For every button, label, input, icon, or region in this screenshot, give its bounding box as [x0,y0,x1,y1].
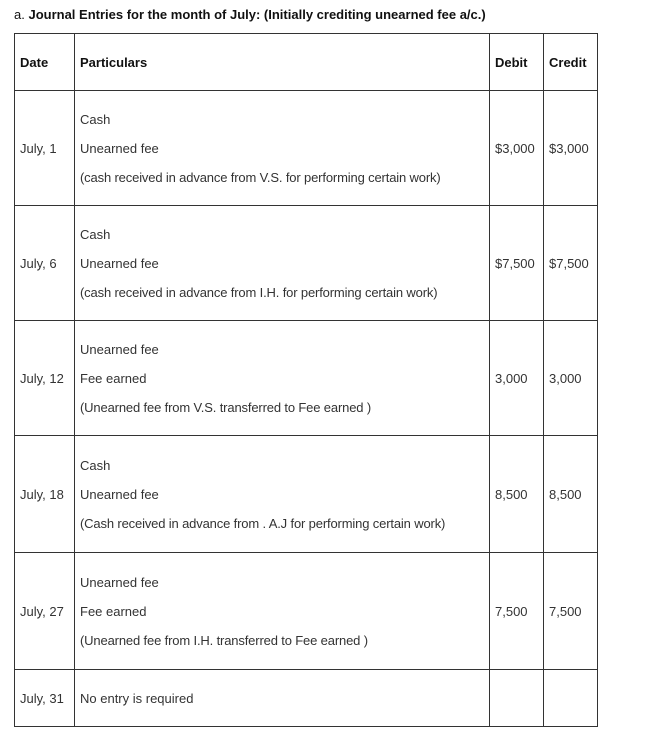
cell-debit: 7,500 [490,553,544,670]
cell-credit: 7,500 [544,553,598,670]
cell-date: July, 27 [15,553,75,670]
cell-debit: 8,500 [490,436,544,553]
cell-debit [490,670,544,727]
header-credit: Credit [544,34,598,91]
narration: (Cash received in advance from . A.J for performing certain work) [80,515,446,531]
cell-credit: 3,000 [544,321,598,436]
cell-particulars [75,321,490,436]
credit-account: Fee earned [80,603,147,619]
cell-particulars: No entry is required [75,670,490,727]
cell-credit [544,670,598,727]
credit-account: Unearned fee [80,140,159,156]
table-row [15,321,598,436]
cell-particulars [75,553,490,670]
debit-account: Unearned fee [80,341,159,357]
narration: (Unearned fee from I.H. transferred to Fee earned ) [80,632,368,648]
header-particulars: Particulars [75,34,490,91]
cell-date: July, 31 [15,670,75,727]
table-row [15,670,598,727]
table-row [15,206,598,321]
cell-debit: $3,000 [490,91,544,206]
debit-account: Unearned fee [80,574,159,590]
debit-account: Cash [80,457,111,473]
header-debit: Debit [490,34,544,91]
narration: (cash received in advance from V.S. for performing certain work) [80,169,441,185]
header-date: Date [15,34,75,91]
page-title [14,7,486,22]
cell-date: July, 12 [15,321,75,436]
table-row [15,553,598,670]
cell-date: July, 1 [15,91,75,206]
cell-credit: $3,000 [544,91,598,206]
credit-account: Unearned fee [80,255,159,271]
cell-particulars [75,91,490,206]
narration: (cash received in advance from I.H. for performing certain work) [80,284,438,300]
table-header-row [15,34,598,91]
table-row [15,436,598,553]
table-row [15,91,598,206]
narration: (Unearned fee from V.S. transferred to Fee earned ) [80,399,372,415]
cell-particulars [75,436,490,553]
credit-account: Fee earned [80,370,147,386]
cell-debit: 3,000 [490,321,544,436]
debit-account: Cash [80,111,111,127]
cell-credit: $7,500 [544,206,598,321]
cell-credit: 8,500 [544,436,598,553]
cell-date: July, 18 [15,436,75,553]
heading-title: Journal Entries for the month of July: (Initially crediting unearned fee a/c.) [28,7,486,22]
debit-account: Cash [80,226,111,242]
cell-debit: $7,500 [490,206,544,321]
journal-table [14,33,598,727]
cell-particulars [75,206,490,321]
credit-account: Unearned fee [80,486,159,502]
cell-date: July, 6 [15,206,75,321]
heading-prefix: a. [14,7,29,22]
